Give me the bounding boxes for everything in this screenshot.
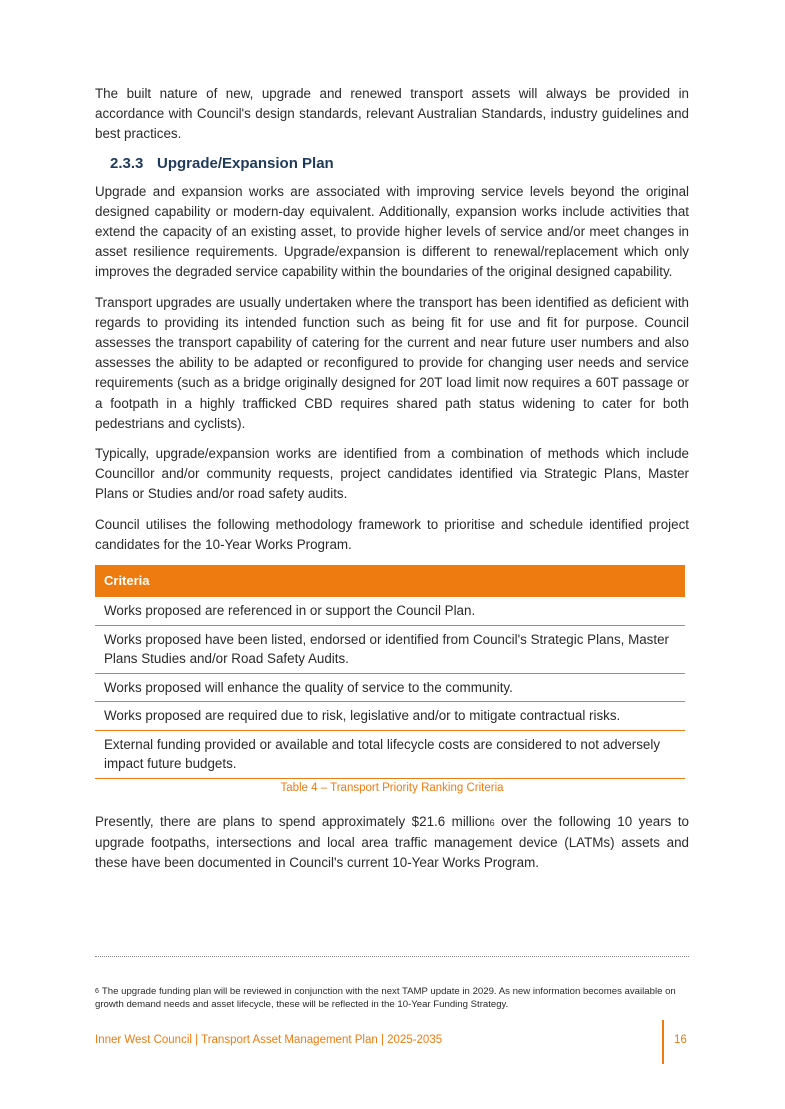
document-body [95, 84, 689, 883]
closing-text-end: over the following 10 years to upgrade footpaths, intersections and local area traffic management device (LATMs) assets and these have been documented in Council's current 10-Year Works Program. [95, 813, 689, 870]
paragraph: Council utilises the following methodology framework to prioritise and schedule identified project candidates for the 10-Year Works Program. [95, 516, 689, 552]
criteria-cell: Works proposed are referenced in or support the Council Plan. [95, 596, 685, 625]
footer-divider [662, 1020, 664, 1064]
footnote [95, 985, 689, 1011]
page-footer-title: Inner West Council | Transport Asset Management Plan | 2025-2035 [95, 1034, 443, 1046]
criteria-cell: Works proposed will enhance the quality of service to the community. [95, 673, 685, 702]
criteria-cell: External funding provided or available and total lifecycle costs are considered to not adversely impact future budgets. [95, 730, 685, 778]
paragraph: Transport upgrades are usually undertaken where the transport has been identified as deficient with regards to providing its intended function such as being fit for use and fit for purpose. Council assesses the transport capability of catering for the current and near future user numbers and also assesses the ability to be adapted or reconfigured to provide for changing user needs and service requirements (such as a bridge originally designed for 20T load limit now requires a 60T passage or a footpath in a highly trafficked CBD requires shared path status widening to cater for both pedestrians and cyclists). [95, 294, 689, 431]
criteria-table [95, 565, 685, 779]
section-number: 2.3.3 [110, 154, 144, 172]
table-row [95, 625, 685, 673]
closing-text-start: Presently, there are plans to spend approximately $21.6 million [95, 813, 490, 829]
intro-paragraph: The built nature of new, upgrade and renewed transport assets will always be provided in accordance with Council's design standards, relevant Australian Standards, industry guidelines and best practices. [95, 86, 689, 142]
criteria-header: Criteria [95, 565, 685, 596]
criteria-cell: Works proposed are required due to risk, legislative and/or to mitigate contractual risks. [95, 702, 685, 731]
table-row [95, 702, 685, 731]
section-title: Upgrade/Expansion Plan [157, 154, 334, 172]
table-row [95, 730, 685, 778]
section-heading [110, 155, 689, 172]
footnote-text: The upgrade funding plan will be reviewed in conjunction with the next TAMP update in 2029. As new information becomes available on growth demand needs and asset lifecycle, these will be reflected in the 10-Year Funding Strategy. [95, 986, 676, 1010]
page-number: 16 [674, 1034, 687, 1046]
closing-paragraph [95, 812, 689, 874]
table-caption: Table 4 – Transport Priority Ranking Criteria [280, 781, 504, 794]
criteria-cell: Works proposed have been listed, endorsed or identified from Council's Strategic Plans, Master Plans Studies and/or Road Safety Audits. [95, 625, 685, 673]
footnote-divider [95, 956, 689, 957]
table-row [95, 673, 685, 702]
paragraph: Typically, upgrade/expansion works are identified from a combination of methods which include Councillor and/or community requests, project candidates identified via Strategic Plans, Master Plans or Studies and/or road safety audits. [95, 446, 689, 502]
footnote-number: 6 [95, 988, 99, 995]
paragraph: Upgrade and expansion works are associated with improving service levels beyond the original designed capability or modern-day equivalent. Additionally, expansion works include activities that extend the capacity of an existing asset, to provide higher levels of service and/or meet changes in asset resilience requirements. Upgrade/expansion is different to renewal/replacement which only improves the degraded service capability within the boundaries of the original designed capability. [95, 183, 689, 280]
table-row [95, 596, 685, 625]
footnote-reference[interactable]: 6 [489, 817, 495, 828]
